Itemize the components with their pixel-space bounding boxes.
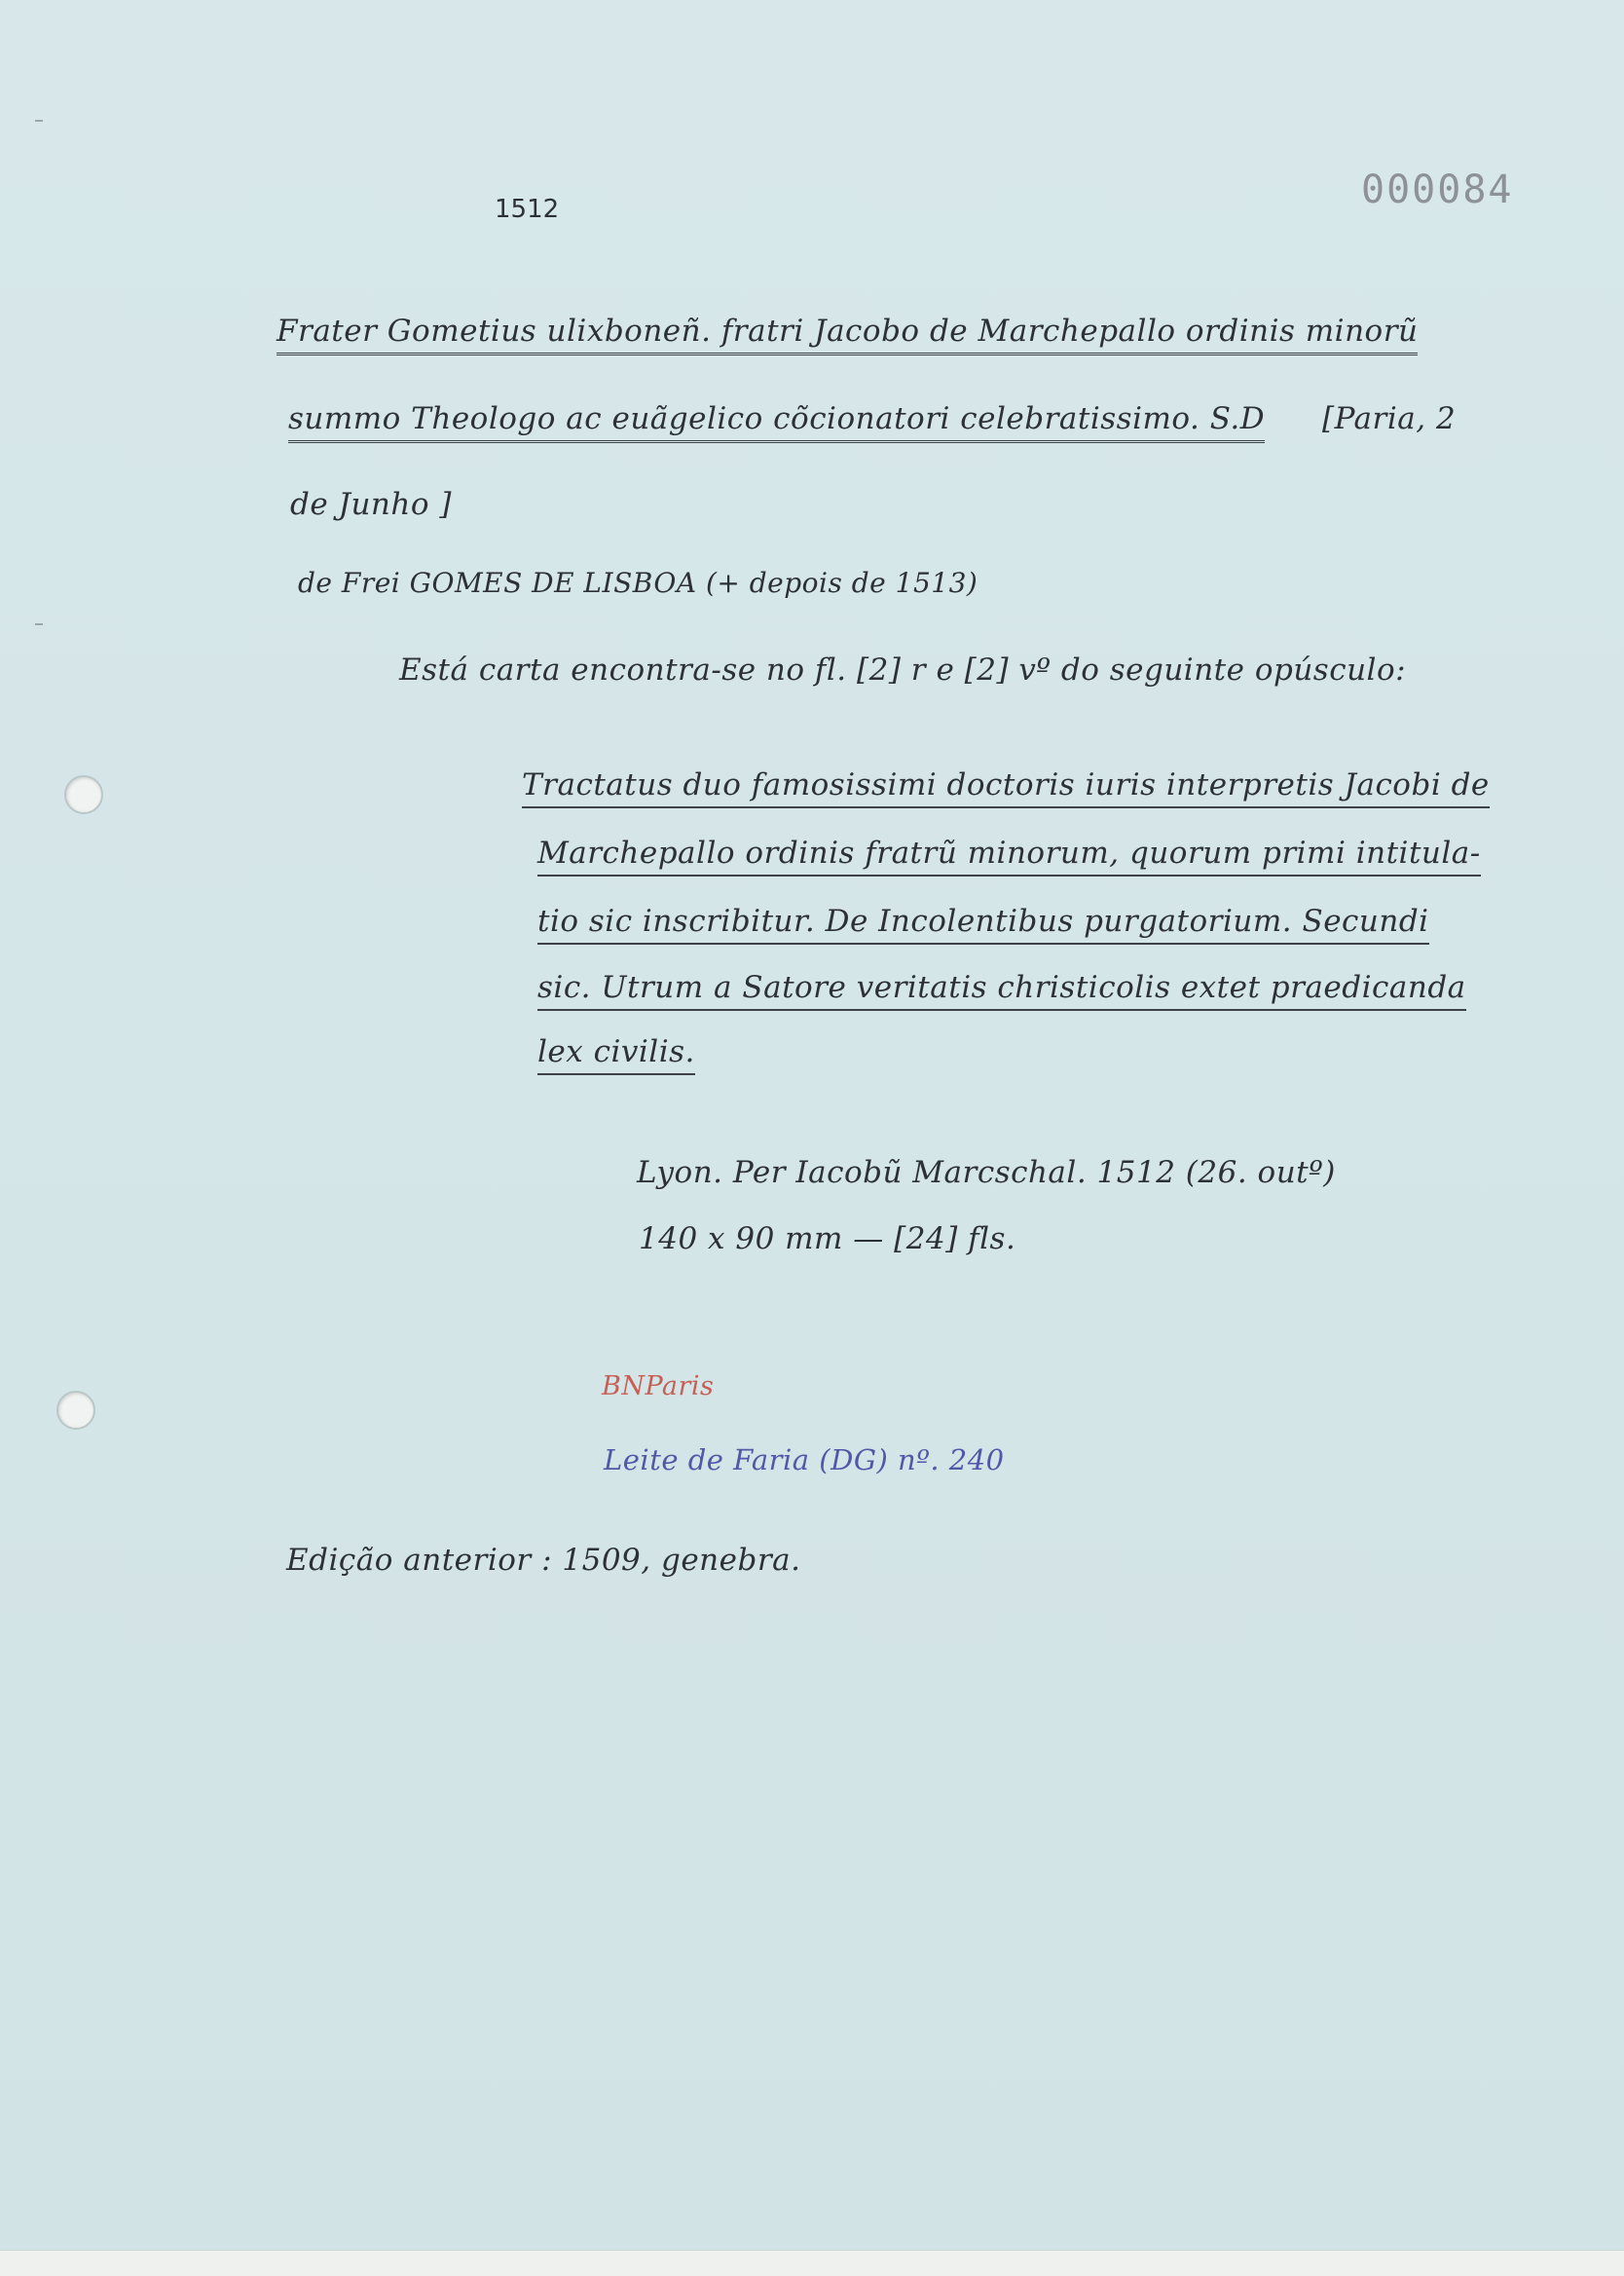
stamp-number: 000084 (1361, 168, 1514, 212)
library-note-blue: Leite de Faria (DG) nº. 240 (604, 1443, 1005, 1476)
title-line-2: summo Theologo ac euãgelico cõcionatori celebratissimo. S.D (288, 401, 1265, 443)
tractatus-line-3: tio sic inscribitur. De Incolentibus purgatorium. Secundi (537, 904, 1429, 945)
title-line-2-date: [Paria, 2 (1322, 401, 1457, 436)
author-line: de Frei GOMES DE LISBOA (+ depois de 1513) (298, 567, 978, 599)
tractatus-line-2: Marchepallo ordinis fratrũ minorum, quorum primi intitula- (537, 836, 1481, 877)
previous-edition-line: Edição anterior : 1509, genebra. (286, 1543, 801, 1578)
imprint-line-2: 140 x 90 mm — [24] fls. (639, 1221, 1016, 1256)
tractatus-line-5: lex civilis. (537, 1034, 695, 1075)
edge-mark (35, 120, 43, 122)
punch-hole-lower (56, 1391, 95, 1430)
library-note-red: BNParis (602, 1371, 715, 1401)
title-line-3: de Junho ] (290, 487, 452, 522)
card-bottom-edge (0, 2250, 1624, 2276)
year-label: 1512 (495, 195, 560, 224)
imprint-line-1: Lyon. Per Iacobũ Marcschal. 1512 (26. outº) (637, 1155, 1336, 1190)
tractatus-line-1: Tractatus duo famosissimi doctoris iuris interpretis Jacobi de (522, 767, 1490, 808)
intro-line: Está carta encontra-se no fl. [2] r e [2] vº do seguinte opúsculo: (399, 653, 1407, 688)
title-line-1: Frater Gometius ulixboneñ. fratri Jacobo de Marchepallo ordinis minorũ (277, 314, 1418, 355)
tractatus-line-4: sic. Utrum a Satore veritatis christicolis extet praedicanda (537, 970, 1466, 1011)
edge-mark (35, 623, 43, 625)
punch-hole-upper (64, 775, 103, 814)
